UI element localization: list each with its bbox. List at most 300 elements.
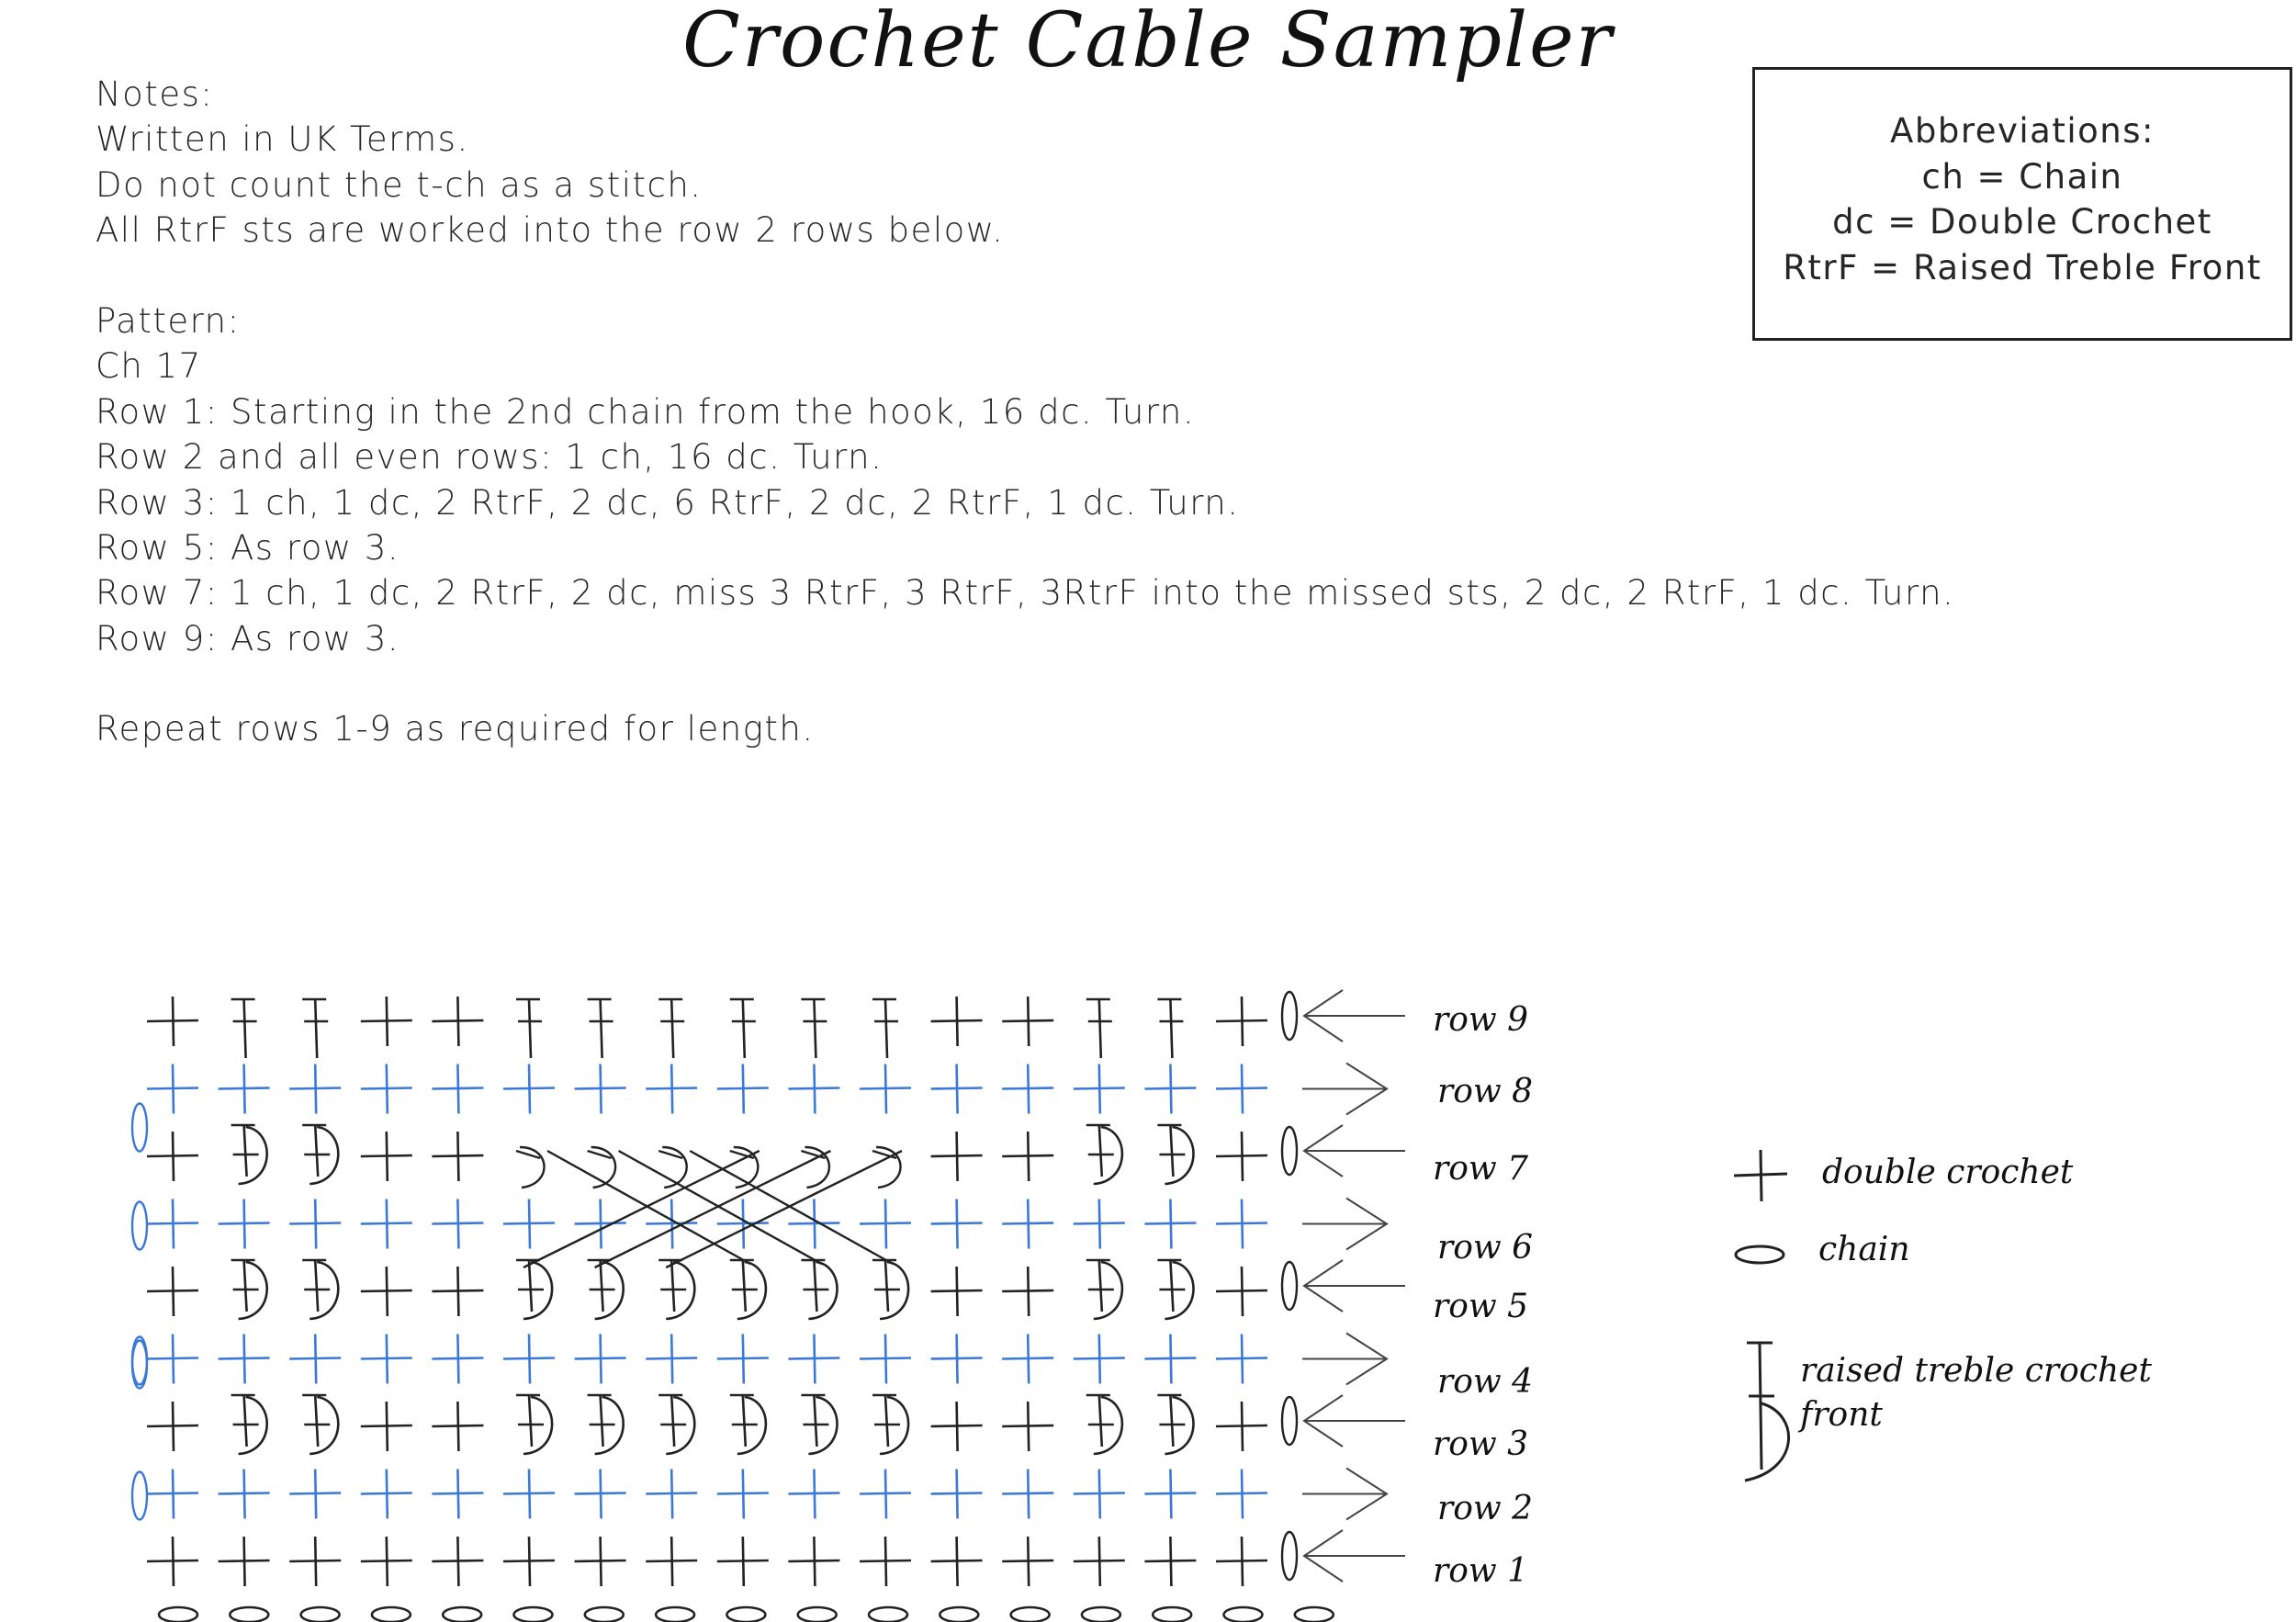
rtrf-stitch [658,999,684,1058]
pattern-heading: Pattern: [96,300,241,341]
dc-stroke [1242,1335,1243,1384]
rtrf-stroke [885,999,887,1058]
dc-stroke [743,1200,744,1249]
dc-stroke [244,1335,245,1384]
dc-stitch [361,1064,412,1114]
row-direction-arrow [1304,1530,1405,1582]
dc-stitch [1002,1537,1053,1586]
rtrf-stitch [1157,1260,1193,1319]
foundation-chain [1295,1607,1334,1622]
dc-stitch [788,1200,839,1249]
dc-stroke [1242,997,1243,1046]
dc-stitch [1002,1335,1053,1384]
dc-stroke [601,1470,602,1519]
dc-stroke [743,1064,744,1114]
dc-stitch [1002,1200,1053,1249]
rtrf-stroke [1170,1395,1173,1447]
rtrf-stitch [1086,1260,1122,1319]
dc-stroke [1099,1537,1100,1586]
turning-chain [132,1104,147,1152]
dc-stroke [1028,997,1029,1046]
rtrf-stitch [730,1395,766,1454]
dc-stitch [503,1537,555,1586]
dc-stitch [1074,1200,1125,1249]
dc-stroke [173,1064,174,1114]
rtrf-stroke [529,1260,532,1312]
rtrf-stroke [814,999,816,1058]
dc-stitch [646,1335,697,1384]
dc-stitch [361,1200,412,1249]
turning-chain [1282,992,1297,1040]
row-direction-arrow [1302,1469,1387,1520]
rtrf-stitch [1086,999,1112,1058]
dc-stroke [529,1537,530,1586]
dc-stitch [1074,1335,1125,1384]
dc-stitch [575,1470,626,1519]
dc-stroke [601,1335,602,1384]
foundation-chain [301,1607,340,1622]
rtrf-stroke [244,1260,247,1312]
rtrf-stroke [529,1395,532,1447]
rtrf-stroke [671,999,673,1058]
rtrf-stitch [1157,999,1183,1058]
rtrf-stroke [529,999,531,1058]
dc-stroke [315,1335,316,1384]
dc-stitch [788,1064,839,1114]
dc-stroke [814,1335,815,1384]
dc-stroke [957,1132,958,1181]
row-label: row 9 [1433,1001,1529,1039]
dc-stroke [457,1267,458,1316]
dc-stitch [1216,1132,1267,1181]
dc-stitch [1144,1470,1196,1519]
dc-stroke [671,1064,672,1114]
foundation-chain [230,1607,268,1622]
rtrf-stroke [743,1395,746,1447]
row-direction-arrow [1304,1395,1405,1447]
chart-legend [1734,1150,2152,1481]
dc-stitch [931,1200,983,1249]
row-direction-arrow [1304,990,1405,1042]
dc-stitch [147,1537,198,1586]
dc-stroke [1028,1402,1029,1451]
dc-stroke [244,1470,245,1519]
dc-stroke [885,1064,886,1114]
foundation-chain [443,1607,481,1622]
rtrf-stroke [1099,1125,1102,1177]
legend-raised-treble-label-front: front [1800,1396,1883,1434]
dc-stroke [671,1537,672,1586]
dc-stroke [1028,1200,1029,1249]
dc-stroke [671,1470,672,1519]
dc-stroke [244,1200,245,1249]
row-direction-arrow [1302,1334,1387,1385]
cable-cross [523,1151,902,1267]
rtrf-stroke [1170,1260,1173,1312]
rtrf-stitch [302,1125,338,1184]
dc-stitch [432,1470,483,1519]
foundation-chain [1082,1607,1120,1622]
foundation-chain [514,1607,553,1622]
dc-stroke [1170,1200,1171,1249]
turning-chain [1282,1397,1297,1445]
chart-row-9 [147,997,1267,1058]
dc-stroke [1242,1064,1243,1114]
dc-stitch [361,1402,412,1451]
dc-stitch [1216,1470,1267,1519]
rtrf-stitch [730,999,756,1058]
dc-stitch [432,1402,483,1451]
dc-stitch [788,1470,839,1519]
rtrf-stitch [801,999,827,1058]
dc-stitch [931,1064,983,1114]
pattern-line: Row 9: As row 3. [96,618,400,659]
chain-symbol [1736,1246,1784,1263]
dc-stroke [387,1470,388,1519]
rtrf-stroke [601,999,602,1058]
chart-row-7 [147,1125,1267,1188]
dc-stitch [1002,1267,1053,1316]
dc-stitch [219,1470,270,1519]
dc-stroke [885,1537,886,1586]
turning-chain [132,1472,147,1520]
chart-row-4 [147,1335,1267,1384]
dc-stitch [860,1537,911,1586]
dc-stroke [529,1200,530,1249]
dc-stitch [432,1335,483,1384]
dc-stitch [717,1064,769,1114]
rtrf-stitch [588,1260,624,1319]
dc-stroke [1028,1267,1029,1316]
dc-stroke [457,997,458,1046]
row-direction-arrow [1304,1260,1405,1312]
dc-stroke [173,1537,174,1586]
dc-stitch [1074,1064,1125,1114]
dc-stroke [814,1064,815,1114]
dc-stitch [503,1064,555,1114]
rtrf-stroke [315,999,317,1058]
dc-stroke [457,1335,458,1384]
rtrf-stitch [231,1125,267,1184]
dc-stitch [931,1267,983,1316]
dc-stroke [387,1335,388,1384]
dc-stitch [1144,1064,1196,1114]
dc-stitch [219,1537,270,1586]
rtrf-stroke [671,1395,674,1447]
dc-stitch [361,1267,412,1316]
chart-grid [147,997,1334,1622]
dc-stroke [1170,1064,1171,1114]
rtrf-stitch [872,1260,908,1319]
rtrf-stitch [801,1260,837,1319]
rtrf-stroke [1099,1395,1102,1447]
rtrf-stitch [730,1260,766,1319]
dc-stroke [671,1200,672,1249]
row-label: row 1 [1433,1552,1529,1590]
dc-stitch [289,1537,341,1586]
dc-stitch [1002,997,1053,1046]
dc-stroke [1242,1537,1243,1586]
dc-stroke [957,1470,958,1519]
row-label: row 7 [1433,1150,1529,1188]
chart-row-8 [147,1064,1267,1114]
dc-stitch [147,1064,198,1114]
dc-stitch [147,1267,198,1316]
dc-stitch [646,1537,697,1586]
abbreviations-heading: Abbreviations: [1890,111,2155,151]
notes-line: Do not count the t-ch as a stitch. [96,164,703,205]
dc-stroke [1242,1470,1243,1519]
dc-stitch [219,1064,270,1114]
dc-stitch [575,1537,626,1586]
legend-raised-treble-label: raised treble crochet [1800,1352,2152,1390]
dc-stitch [432,1537,483,1586]
rtrf-stroke [244,999,246,1058]
dc-stroke [1242,1402,1243,1451]
row-direction-arrow [1302,1199,1387,1250]
rtrf-stroke [315,1395,318,1447]
dc-stroke [957,1200,958,1249]
rtrf-stroke [244,1395,247,1447]
dc-stroke [957,1537,958,1586]
dc-stroke [529,1064,530,1114]
dc-stitch [1002,1402,1053,1451]
dc-stroke [1028,1537,1029,1586]
dc-stitch [1144,1335,1196,1384]
dc-stitch [860,1064,911,1114]
dc-stroke [1170,1335,1171,1384]
rtrf-stroke [1099,999,1101,1058]
rtrf-stroke [814,1260,816,1312]
dc-stitch [1144,1537,1196,1586]
legend-chain-label: chain [1818,1231,1910,1268]
cable-stitch [516,1147,545,1188]
dc-stitch [147,1470,198,1519]
dc-stitch [931,1537,983,1586]
dc-stroke [173,1200,174,1249]
rtrf-stroke [1170,1125,1173,1177]
row-direction-arrow [1304,1125,1405,1177]
dc-stroke [885,1335,886,1384]
dc-stitch [575,1200,626,1249]
rtrf-stitch [872,1395,908,1454]
dc-stitch [931,1335,983,1384]
dc-stroke [387,1200,388,1249]
dc-stitch [931,1132,983,1181]
rtrf-stitch [1157,1125,1193,1184]
dc-stroke [671,1335,672,1384]
notes-heading: Notes: [96,74,214,114]
foundation-chain [940,1607,978,1622]
rtrf-stroke [671,1260,674,1312]
rtrf-stitch [801,1395,837,1454]
dc-stitch [860,1200,911,1249]
dc-stroke [315,1064,316,1114]
rtrf-stitch [231,999,257,1058]
dc-stitch [361,997,412,1046]
dc-stitch [147,1402,198,1451]
foundation-chain [372,1607,411,1622]
dc-stroke [529,1335,530,1384]
rtrf-stitch [1086,1125,1122,1184]
dc-stitch [147,1200,198,1249]
dc-stitch [860,1335,911,1384]
dc-stroke [1099,1200,1100,1249]
rtrf-stitch [231,1395,267,1454]
dc-stitch [361,1470,412,1519]
dc-stroke [244,1064,245,1114]
dc-stroke [173,1132,174,1181]
foundation-chain [726,1607,765,1622]
rtrf-stitch [302,1395,338,1454]
dc-stitch [432,1267,483,1316]
dc-stroke [1242,1132,1243,1181]
dc-stitch [788,1537,839,1586]
dc-stroke [387,1537,388,1586]
dc-stroke [601,1064,602,1114]
rtrf-stroke [814,1395,816,1447]
dc-stitch [1074,1537,1125,1586]
dc-stitch [788,1335,839,1384]
rtrf-stroke [315,1125,318,1177]
abbreviation-item: ch = Chain [1921,156,2123,197]
dc-stroke [957,1402,958,1451]
dc-stroke [1099,1335,1100,1384]
foundation-chain [1011,1607,1050,1622]
chart-row-6 [147,1200,1267,1249]
rtrf-stroke [1099,1260,1102,1312]
dc-stroke [1170,1470,1171,1519]
legend-double-crochet-label: double crochet [1822,1154,2074,1191]
dc-stroke [529,1470,530,1519]
dc-stitch [1074,1470,1125,1519]
abbreviation-item: dc = Double Crochet [1832,202,2212,242]
rtrf-stitch [588,1395,624,1454]
foundation-chain [656,1607,694,1622]
rtrf-stroke [601,1395,603,1447]
dc-stroke [315,1200,316,1249]
dc-stroke [173,1335,174,1384]
row-label: row 8 [1437,1073,1534,1110]
dc-stroke [814,1200,815,1249]
rtrf-stitch [516,999,542,1058]
dc-stitch [1216,1200,1267,1249]
turning-chain [1282,1532,1297,1580]
dc-stroke [885,1200,886,1249]
dc-stitch [361,1335,412,1384]
dc-stitch [931,1402,983,1451]
dc-stitch [717,1537,769,1586]
dc-stitch [503,1335,555,1384]
dc-stitch [931,1470,983,1519]
dc-stitch [717,1335,769,1384]
dc-stroke [1028,1064,1029,1114]
row-label: row 3 [1433,1425,1529,1463]
dc-stroke [1170,1537,1171,1586]
dc-stitch [147,1132,198,1181]
foundation-chain [1153,1607,1191,1622]
dc-stitch [1002,1132,1053,1181]
dc-stitch [1216,1402,1267,1451]
dc-stroke [743,1537,744,1586]
row-label: row 2 [1437,1490,1534,1527]
dc-stitch [147,1335,198,1384]
dc-stroke [173,1470,174,1519]
chart-row-3 [147,1395,1267,1454]
dc-stitch [503,1470,555,1519]
dc-stroke [1242,1200,1243,1249]
dc-stroke [387,997,388,1046]
foundation-chain [1224,1607,1263,1622]
dc-stroke [457,1064,458,1114]
dc-stitch [717,1470,769,1519]
dc-stitch [860,1470,911,1519]
pattern-line: Row 1: Starting in the 2nd chain from the hook, 16 dc. Turn. [96,391,1196,432]
pattern-line: Ch 17 [96,346,202,387]
dc-stitch [646,1470,697,1519]
rtrf-stroke [885,1260,888,1312]
dc-stitch [432,1064,483,1114]
double-crochet-symbol [1734,1150,1787,1201]
rtrf-stroke [743,999,745,1058]
turning-chain [1282,1262,1297,1310]
dc-stitch [1216,1335,1267,1384]
row-label: row 6 [1437,1229,1534,1267]
dc-stroke [1099,1064,1100,1114]
turning-chain [132,1202,147,1250]
pattern-line: Row 2 and all even rows: 1 ch, 16 dc. Turn. [96,437,884,478]
dc-stroke [387,1402,388,1451]
dc-stitch [1216,1267,1267,1316]
dc-stroke [244,1537,245,1586]
rtrf-stroke [1170,999,1172,1058]
dc-stroke [315,1537,316,1586]
rtrf-stitch [516,1395,552,1454]
rtrf-stitch [516,1260,552,1319]
turning-chain [1282,1127,1297,1175]
repeat-note: Repeat rows 1-9 as required for length. [96,709,815,749]
dc-stitch [1144,1200,1196,1249]
chart-row-5 [147,1260,1267,1319]
dc-stroke [315,1470,316,1519]
rtrf-stroke [601,1260,603,1312]
dc-stroke [601,1200,602,1249]
rtrf-stitch [231,1260,267,1319]
dc-stitch [1216,997,1267,1046]
dc-stitch [219,1200,270,1249]
dc-stitch [289,1200,341,1249]
foundation-chain [798,1607,837,1622]
dc-stroke [457,1470,458,1519]
rtrf-stitch [302,999,328,1058]
dc-stroke [173,1267,174,1316]
dc-stitch [361,1537,412,1586]
dc-stroke [743,1470,744,1519]
dc-stroke [1028,1335,1029,1384]
dc-stroke [814,1537,815,1586]
dc-stitch [289,1335,341,1384]
dc-stitch [931,997,983,1046]
dc-stitch [1002,1064,1053,1114]
dc-stroke [173,1402,174,1451]
dc-stitch [646,1200,697,1249]
dc-stitch [1216,1537,1267,1586]
rtrf-stitch [302,1260,338,1319]
rtrf-stitch [872,999,898,1058]
pattern-line: Row 5: As row 3. [96,527,400,568]
rtrf-stitch [1157,1395,1193,1454]
dc-stitch [219,1335,270,1384]
